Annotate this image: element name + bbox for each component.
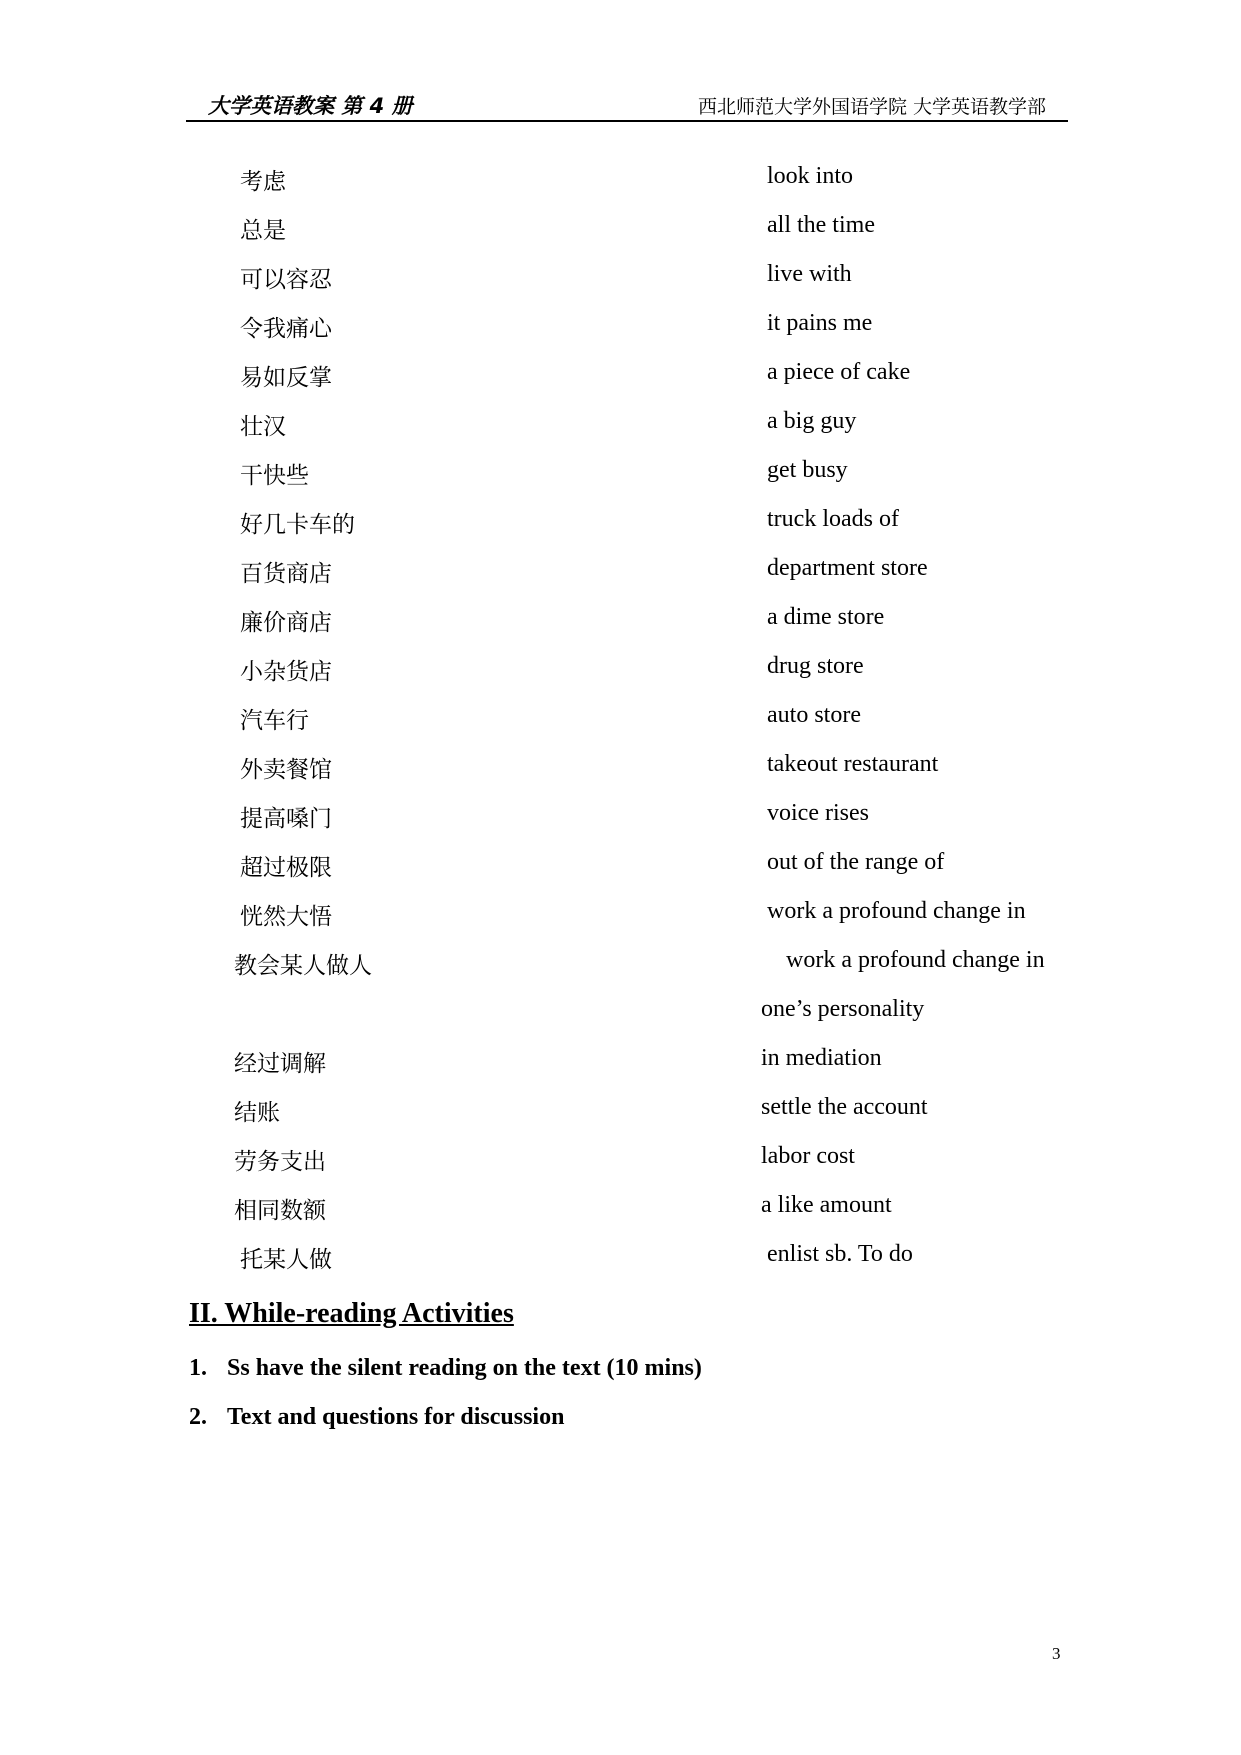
vocab-chinese: 外卖餐馆 [240, 757, 332, 783]
vocab-english: a big guy [767, 408, 857, 434]
vocab-english: work a profound change in [767, 898, 1026, 924]
header-institution: 西北师范大学外国语学院 大学英语教学部 [697, 96, 1046, 118]
vocab-row [0, 694, 1241, 743]
vocab-row [0, 1184, 1241, 1233]
vocab-english: enlist sb. To do [767, 1241, 913, 1267]
vocab-row [0, 841, 1241, 890]
vocab-chinese: 结账 [234, 1100, 280, 1126]
vocab-chinese: 提高嗓门 [240, 806, 332, 832]
vocab-english: a dime store [767, 604, 885, 630]
vocab-chinese: 干快些 [240, 463, 309, 489]
vocab-row-continuation [0, 988, 1241, 1037]
vocab-row [0, 204, 1241, 253]
page-number: 3 [1052, 1644, 1061, 1663]
vocab-row [0, 890, 1241, 939]
vocab-chinese: 小杂货店 [240, 659, 332, 685]
vocab-row [0, 400, 1241, 449]
vocabulary-list [0, 155, 1241, 1282]
vocab-row [0, 1037, 1241, 1086]
list-text: Ss have the silent reading on the text (10 mins) [227, 1355, 702, 1381]
vocab-row [0, 498, 1241, 547]
vocab-row [0, 1135, 1241, 1184]
vocab-english: in mediation [761, 1045, 882, 1071]
page-header [186, 84, 1068, 122]
vocab-row [0, 253, 1241, 302]
vocab-chinese: 劳务支出 [234, 1149, 326, 1175]
vocab-chinese: 教会某人做人 [234, 953, 372, 979]
section-heading: II. While-reading Activities [189, 1298, 514, 1329]
vocab-chinese: 汽车行 [240, 708, 309, 734]
vocab-english: truck loads of [767, 506, 899, 532]
vocab-chinese: 超过极限 [240, 855, 332, 881]
vocab-row [0, 1233, 1241, 1282]
vocab-chinese: 好几卡车的 [240, 512, 355, 538]
vocab-chinese: 百货商店 [240, 561, 332, 587]
vocab-english: get busy [767, 457, 848, 483]
vocab-row [0, 596, 1241, 645]
vocab-english: it pains me [767, 310, 873, 336]
vocab-english: department store [767, 555, 928, 581]
vocab-row [0, 547, 1241, 596]
vocab-chinese: 恍然大悟 [240, 904, 332, 930]
vocab-chinese: 令我痛心 [240, 316, 332, 342]
header-course-title: 大学英语教案 第 4 册 [208, 94, 413, 118]
vocab-english: labor cost [761, 1143, 855, 1169]
vocab-row [0, 1086, 1241, 1135]
vocab-row [0, 351, 1241, 400]
vocab-chinese: 总是 [240, 218, 286, 244]
vocab-chinese: 廉价商店 [240, 610, 332, 636]
vocab-english: look into [767, 163, 854, 189]
list-text: Text and questions for discussion [227, 1404, 565, 1430]
vocab-chinese: 相同数额 [234, 1198, 326, 1224]
vocab-chinese: 易如反掌 [240, 365, 332, 391]
list-number: 1. [189, 1355, 207, 1381]
vocab-chinese: 托某人做 [240, 1247, 332, 1273]
vocab-english: a piece of cake [767, 359, 911, 385]
vocab-row [0, 155, 1241, 204]
vocab-english: a like amount [761, 1192, 892, 1218]
vocab-chinese: 经过调解 [234, 1051, 326, 1077]
vocab-chinese: 可以容忍 [240, 267, 332, 293]
vocab-row [0, 792, 1241, 841]
vocab-row [0, 645, 1241, 694]
vocab-row [0, 302, 1241, 351]
list-number: 2. [189, 1404, 207, 1430]
vocab-english: drug store [767, 653, 864, 679]
vocab-english: settle the account [761, 1094, 928, 1120]
vocab-english: auto store [767, 702, 861, 728]
vocab-english: one’s personality [761, 996, 925, 1022]
vocab-english: voice rises [767, 800, 869, 826]
vocab-english: live with [767, 261, 852, 287]
vocab-row [0, 939, 1241, 988]
vocab-chinese: 壮汉 [240, 414, 286, 440]
vocab-english: all the time [767, 212, 875, 238]
vocab-english: work a profound change in [786, 947, 1045, 973]
vocab-chinese: 考虑 [240, 169, 286, 195]
vocab-row [0, 449, 1241, 498]
vocab-english: takeout restaurant [767, 751, 939, 777]
vocab-english: out of the range of [767, 849, 945, 875]
vocab-row [0, 743, 1241, 792]
